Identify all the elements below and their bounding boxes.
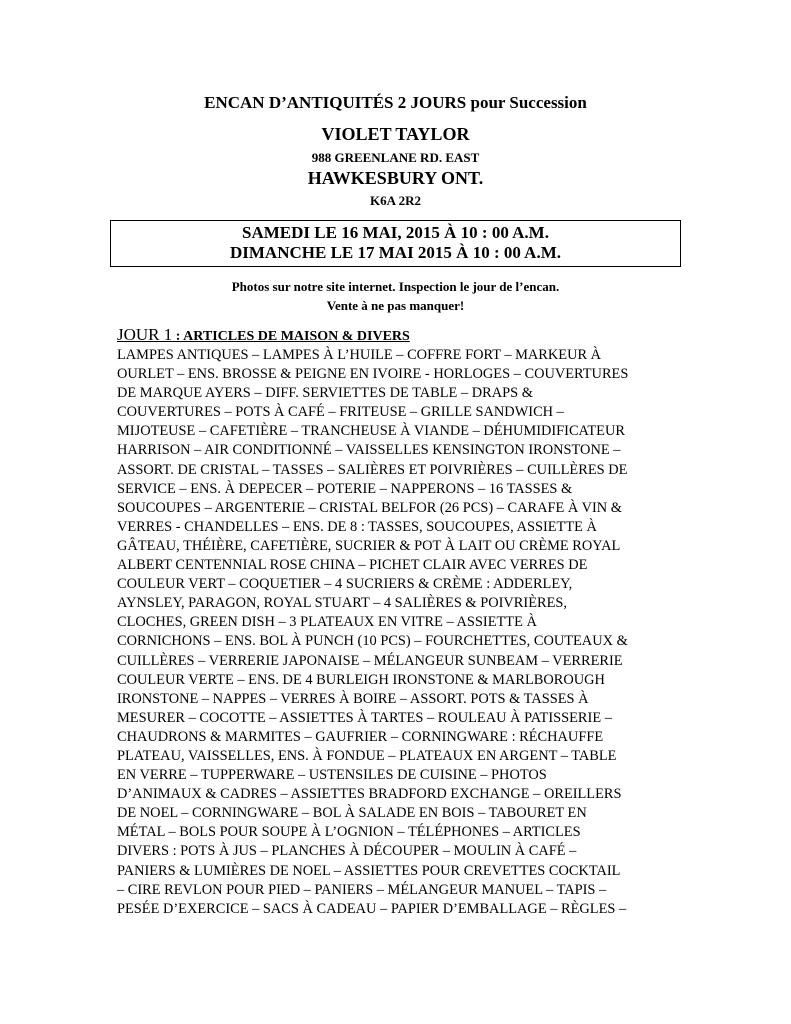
- text-line: COULEUR VERTE – ENS. DE 4 BURLEIGH IRONSTONE & MARLBOROUGH: [117, 671, 605, 688]
- text-line: MIJOTEUSE – CAFETIÈRE – TRANCHEUSE À VIANDE – DÉHUMIDIFICATEUR: [117, 423, 625, 440]
- text-line: AYNSLEY, PARAGON, ROYAL STUART – 4 SALIÈRES & POIVRIÈRES,: [117, 595, 567, 612]
- text-line: SOUCOUPES – ARGENTERIE – CRISTAL BELFOR (26 PCS) – CARAFE À VIN &: [117, 499, 622, 516]
- text-line: PLATEAU, VAISSELLES, ENS. À FONDUE – PLATEAUX EN ARGENT – TABLE: [117, 747, 617, 764]
- text-line: PANIERS & LUMIÈRES DE NOEL – ASSIETTES POUR CREVETTES COCKTAIL: [117, 862, 621, 879]
- text-line: ALBERT CENTENNIAL ROSE CHINA – PICHET CLAIR AVEC VERRES DE: [117, 557, 588, 574]
- item-list-text: [117, 346, 677, 919]
- text-line: CLOCHES, GREEN DISH – 3 PLATEAUX EN VITRE – ASSIETTE À: [117, 614, 537, 631]
- text-line: SERVICE – ENS. À DEPECER – POTERIE – NAPPERONS – 16 TASSES &: [117, 480, 573, 497]
- postal-code: K6A 2R2: [370, 193, 421, 208]
- notice-line-2: Vente à ne pas manquer!: [326, 298, 465, 313]
- text-line: PESÉE D’EXERCICE – SACS À CADEAU – PAPIER D’EMBALLAGE – RÈGLES –: [117, 900, 627, 917]
- notice-line-1: Photos sur notre site internet. Inspection le jour de l’encan.: [231, 279, 560, 294]
- text-line: VERRES - CHANDELLES – ENS. DE 8 : TASSES, SOUCOUPES, ASSIETTE À: [117, 518, 597, 535]
- text-line: DE MARQUE AYERS – DIFF. SERVIETTES DE TABLE – DRAPS &: [117, 385, 533, 402]
- text-line: IRONSTONE – NAPPES – VERRES À BOIRE – ASSORT. POTS & TASSES À: [117, 690, 589, 707]
- auction-date-day2: DIMANCHE LE 17 MAI 2015 À 10 : 00 A.M.: [229, 243, 562, 262]
- section-subtitle: : ARTICLES DE MAISON & DIVERS: [172, 329, 410, 344]
- text-line: LAMPES ANTIQUES – LAMPES À L’HUILE – COFFRE FORT – MARKEUR À: [117, 347, 602, 363]
- text-line: OURLET – ENS. BROSSE & PEIGNE EN IVOIRE - HORLOGES – COUVERTURES: [117, 366, 629, 383]
- city-address: HAWKESBURY ONT.: [307, 168, 484, 188]
- text-line: CHAUDRONS & MARMITES – GAUFRIER – CORNINGWARE : RÉCHAUFFE: [117, 728, 604, 745]
- section-heading: [117, 325, 410, 345]
- text-line: HARRISON – AIR CONDITIONNÉ – VAISSELLES KENSINGTON IRONSTONE –: [117, 442, 621, 459]
- text-line: – CIRE REVLON POUR PIED – PANIERS – MÉLANGEUR MANUEL – TAPIS –: [117, 881, 607, 898]
- text-line: MÉTAL – BOLS POUR SOUPE À L’OGNION – TÉLÉPHONES – ARTICLES: [117, 824, 581, 841]
- text-line: EN VERRE – TUPPERWARE – USTENSILES DE CUISINE – PHOTOS: [117, 767, 547, 784]
- text-line: D’ANIMAUX & CADRES – ASSIETTES BRADFORD EXCHANGE – OREILLERS: [117, 786, 622, 803]
- text-line: DE NOEL – CORNINGWARE – BOL À SALADE EN BOIS – TABOURET EN: [117, 805, 587, 822]
- text-line: MESURER – COCOTTE – ASSIETTES À TARTES – ROULEAU À PATISSERIE –: [117, 709, 612, 726]
- street-address: 988 GREENLANE RD. EAST: [311, 150, 480, 165]
- text-line: DIVERS : POTS À JUS – PLANCHES À DÉCOUPER – MOULIN À CAFÉ –: [117, 843, 577, 860]
- auction-date-day1: SAMEDI LE 16 MAI, 2015 À 10 : 00 A.M.: [242, 223, 549, 242]
- text-line: GÂTEAU, THÉIÈRE, CAFETIÈRE, SUCRIER & POT À LAIT OU CRÈME ROYAL: [117, 537, 621, 554]
- text-line: CORNICHONS – ENS. BOL À PUNCH (10 PCS) – FOURCHETTES, COUTEAUX &: [117, 633, 628, 650]
- estate-name: VIOLET TAYLOR: [321, 124, 470, 144]
- section-day-label: JOUR 1: [117, 325, 173, 344]
- text-line: ASSORT. DE CRISTAL – TASSES – SALIÈRES ET POIVRIÈRES – CUILLÈRES DE: [117, 461, 628, 478]
- text-line: COUVERTURES – POTS À CAFÉ – FRITEUSE – GRILLE SANDWICH –: [117, 404, 564, 421]
- text-line: COULEUR VERT – COQUETIER – 4 SUCRIERS & CRÈME : ADDERLEY,: [117, 576, 573, 593]
- text-line: CUILLÈRES – VERRERIE JAPONAISE – MÉLANGEUR SUNBEAM – VERRERIE: [117, 652, 623, 669]
- auction-dates-box: [110, 220, 681, 267]
- auction-title: ENCAN D’ANTIQUITÉS 2 JOURS pour Succession: [204, 93, 587, 112]
